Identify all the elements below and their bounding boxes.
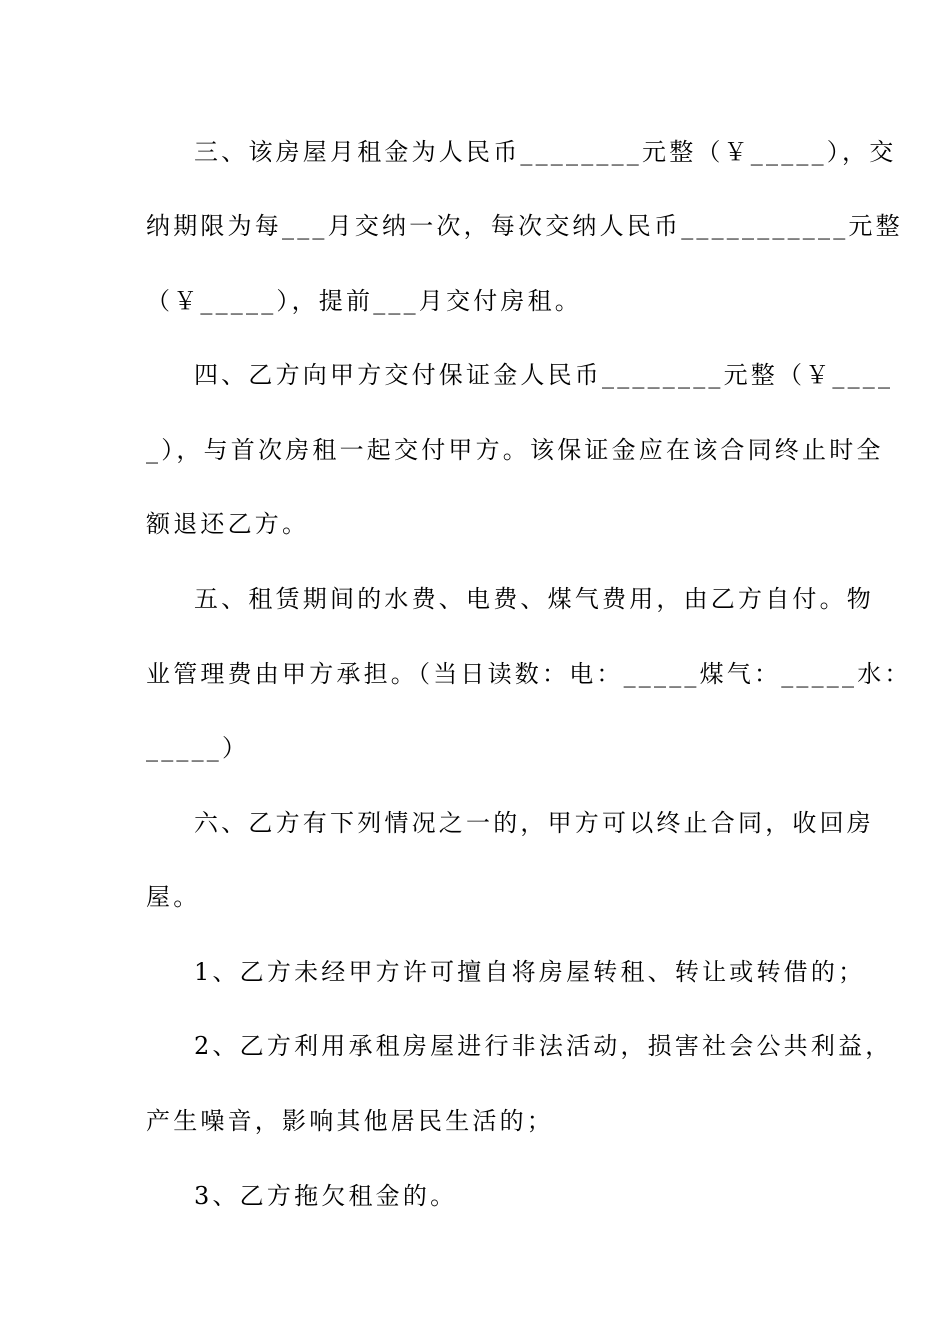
item-2-line-2: 产生噪音，影响其他居民生活的； xyxy=(146,1107,554,1135)
item-1: 1、乙方未经甲方许可擅自将房屋转租、转让或转借的； xyxy=(194,958,866,986)
clause-3-line-2: 纳期限为每___月交纳一次，每次交纳人民币___________元整 xyxy=(146,212,903,240)
clause-4-line-3: 额退还乙方。 xyxy=(146,510,310,538)
clause-5-line-1: 五、租赁期间的水费、电费、煤气费用，由乙方自付。物 xyxy=(194,585,874,613)
clause-5-line-3: _____） xyxy=(146,734,250,762)
clause-4-line-1: 四、乙方向甲方交付保证金人民币________元整（￥____ xyxy=(194,361,894,389)
clause-3-line-3: （￥_____），提前___月交付房租。 xyxy=(146,287,582,315)
clause-6-line-1: 六、乙方有下列情况之一的，甲方可以终止合同，收回房 xyxy=(194,809,874,837)
clause-4-line-2: _），与首次房租一起交付甲方。该保证金应在该合同终止时全 xyxy=(146,436,884,464)
clause-5-line-2: 业管理费由甲方承担。（当日读数：电：_____煤气：_____水： xyxy=(146,660,912,688)
item-3: 3、乙方拖欠租金的。 xyxy=(194,1182,458,1210)
clause-3-line-1: 三、该房屋月租金为人民币________元整（￥_____），交 xyxy=(194,138,897,166)
clause-6-line-2: 屋。 xyxy=(146,883,201,911)
item-2-line-1: 2、乙方利用承租房屋进行非法活动，损害社会公共利益， xyxy=(194,1032,893,1060)
